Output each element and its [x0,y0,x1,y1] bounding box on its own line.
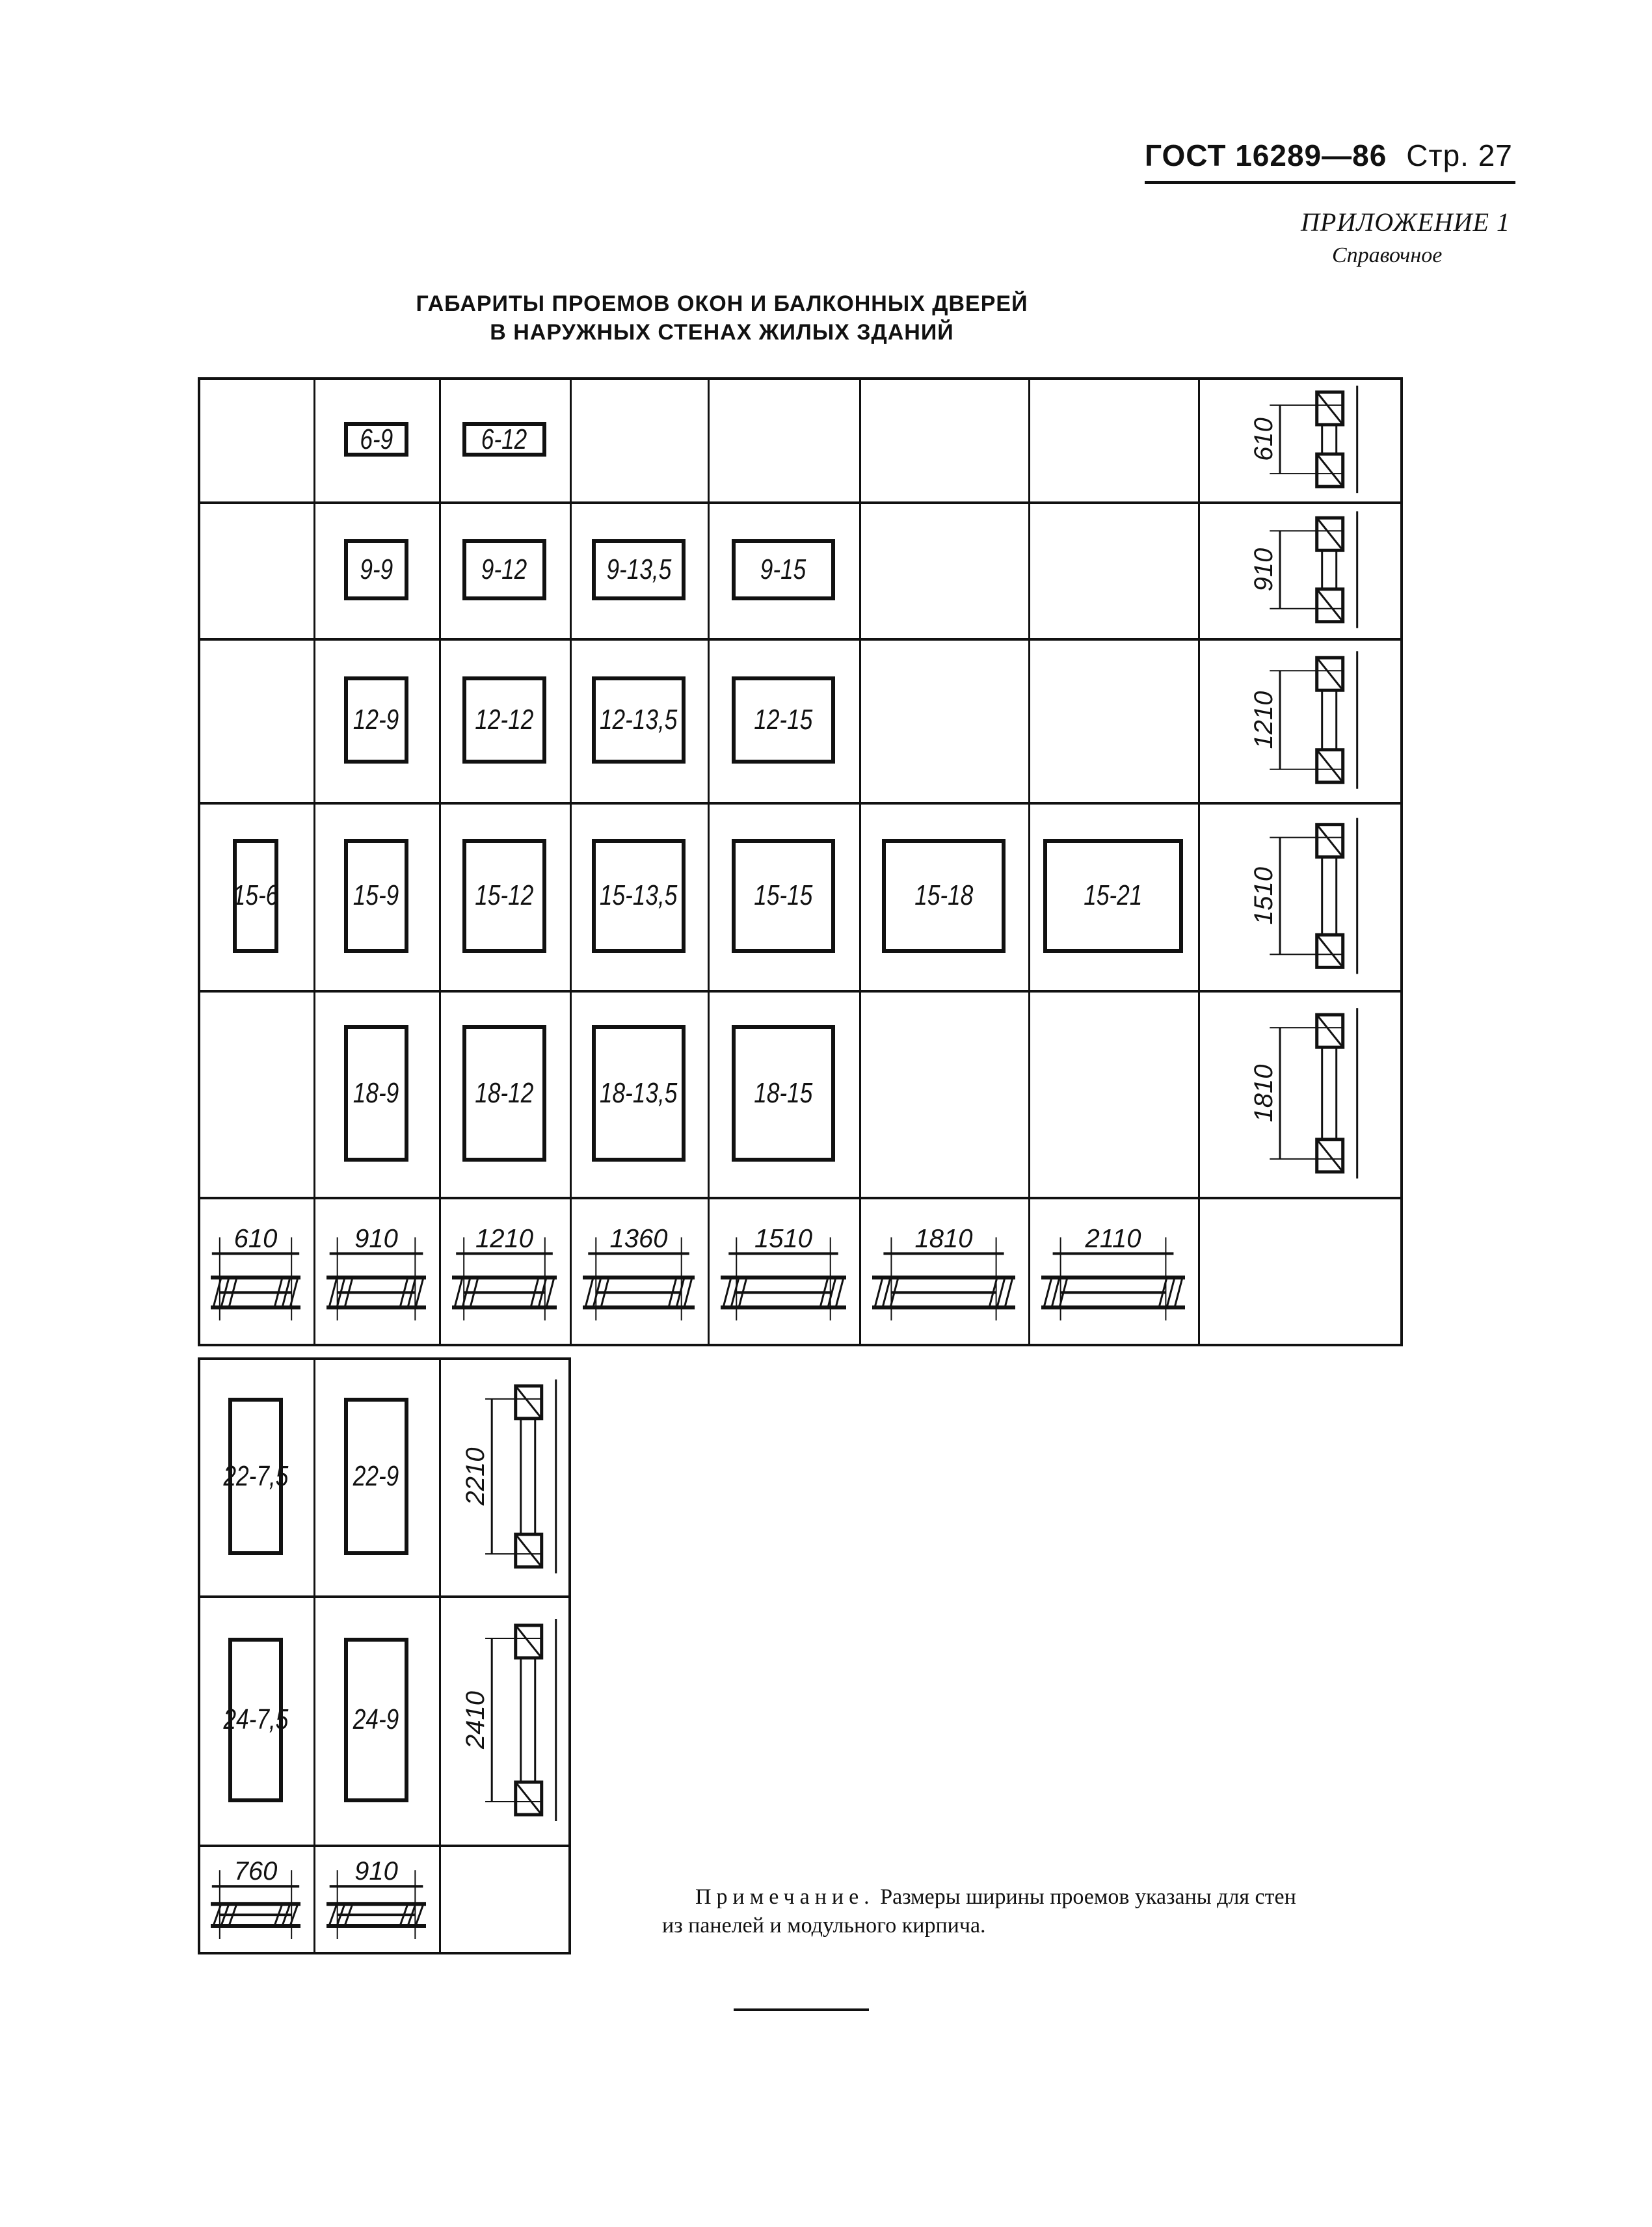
window-label: 6-9 [360,423,393,455]
window-opening-15-6 [233,839,278,953]
window-opening-15-15 [732,839,836,953]
window-opening-22-7_5 [223,1398,288,1555]
hatch [883,1277,890,1307]
vertical-section-drawing [1198,802,1403,990]
window-opening-24-7_5 [223,1638,288,1802]
window-opening-9-15 [732,539,836,600]
title-line-2: В НАРУЖНЫХ СТЕНАХ ЖИЛЫХ ЗДАНИЙ [490,320,954,345]
window-opening-9-9 [344,539,408,600]
window-opening-12-15 [732,676,836,764]
window-opening-9-13_5 [592,539,686,600]
vertical-section-drawing [1198,638,1403,802]
window-label: 18-15 [754,1076,813,1109]
window-opening-18-13_5 [592,1025,686,1162]
hatch [875,1277,883,1307]
window-opening-15-21 [1043,839,1182,953]
hatch [723,1277,731,1307]
window-label: 15-18 [914,879,974,912]
window-opening-9-12 [462,539,547,600]
hatch [516,1534,542,1567]
hatch [1317,935,1343,967]
page-header [1145,138,1513,173]
window-label: 15-21 [1084,879,1143,912]
window-opening-18-12 [462,1025,547,1162]
horizontal-section-drawing [1028,1197,1198,1346]
hatch [1317,392,1343,425]
window-label: 9-13,5 [606,553,671,585]
width-dimension: 1360 [609,1224,668,1253]
height-dimension: 1510 [1249,867,1278,925]
horizontal-section-drawing [198,1845,313,1954]
horizontal-section-drawing [439,1197,570,1346]
hatch [516,1386,542,1419]
hatch [416,1904,423,1926]
hatch [516,1625,542,1658]
window-label: 18-9 [353,1076,399,1109]
window-label: 18-13,5 [600,1076,678,1109]
hatch [329,1904,337,1926]
window-label: 12-9 [353,703,399,736]
window-opening-24-9 [344,1638,408,1802]
hatch [1317,518,1343,550]
width-dimension: 2110 [1085,1224,1141,1253]
hatch [1317,1015,1343,1047]
vertical-section-drawing [1198,990,1403,1197]
window-opening-15-12 [462,839,547,953]
horizontal-section-drawing [570,1197,708,1346]
horizontal-section-drawing [313,1197,439,1346]
width-dimension: 1210 [475,1224,533,1253]
header-rule [1145,181,1515,184]
width-dimension: 760 [233,1857,278,1886]
window-label: 24-7,5 [223,1703,288,1736]
hatch [516,1782,542,1815]
page-number: Стр. 27 [1406,139,1513,172]
window-opening-18-9 [344,1025,408,1162]
hatch [416,1277,423,1307]
hatch [1052,1277,1059,1307]
width-dimension: 1810 [914,1224,973,1253]
hatch [1317,1140,1343,1172]
hatch [1317,825,1343,857]
window-label: 12-12 [475,703,534,736]
window-label: 24-9 [353,1703,399,1736]
window-label: 22-9 [353,1460,399,1492]
hatch [1317,658,1343,690]
window-label: 22-7,5 [223,1460,288,1492]
width-dimension: 910 [354,1224,398,1253]
width-dimension: 610 [233,1224,278,1253]
width-dimension: 1510 [754,1224,812,1253]
height-dimension: 910 [1249,548,1278,592]
hatch [1317,454,1343,487]
height-dimension: 2410 [461,1691,490,1749]
note-text: Размеры ширины проемов указаны для стен из панелей и модульного кирпича. [662,1885,1296,1938]
window-label: 9-15 [760,553,806,585]
window-opening-15-9 [344,839,408,953]
window-label: 15-12 [475,879,534,912]
hatch [455,1277,462,1307]
hatch [1175,1277,1182,1307]
hatch [1317,750,1343,782]
vertical-section-drawing [1198,501,1403,638]
appendix-label: ПРИЛОЖЕНИЕ 1 [1301,207,1510,237]
height-dimension: 2210 [461,1447,490,1506]
window-label: 15-6 [232,879,279,912]
window-opening-18-15 [732,1025,836,1162]
hatch [1044,1277,1052,1307]
window-label: 9-9 [360,553,393,585]
window-opening-6-12 [462,422,547,457]
window-label: 6-12 [481,423,527,455]
hatch [997,1277,1005,1307]
horizontal-section-drawing [859,1197,1028,1346]
horizontal-section-drawing [708,1197,859,1346]
window-label: 12-13,5 [600,703,678,736]
height-dimension: 610 [1249,418,1278,461]
note [662,1883,1319,1940]
vertical-section-drawing [1198,377,1403,501]
hatch [585,1277,593,1307]
window-label: 15-13,5 [600,879,678,912]
note-label: Примечание. [695,1885,875,1909]
vertical-section-drawing [439,1595,571,1845]
window-label: 18-12 [475,1076,534,1109]
window-label: 9-12 [481,553,527,585]
horizontal-section-drawing [313,1845,439,1954]
hatch [329,1277,337,1307]
hatch [684,1277,692,1307]
horizontal-section-drawing [198,1197,313,1346]
end-rule [734,2008,869,2011]
hatch [1317,589,1343,622]
hatch [836,1277,844,1307]
window-opening-12-12 [462,676,547,764]
height-dimension: 1210 [1249,691,1278,749]
height-dimension: 1810 [1249,1064,1278,1123]
window-label: 12-15 [754,703,813,736]
vertical-section-drawing [439,1357,571,1595]
hatch [546,1277,554,1307]
window-opening-6-9 [344,422,408,457]
window-opening-15-18 [882,839,1006,953]
appendix-type: Справочное [1332,243,1443,267]
window-opening-12-13_5 [592,676,686,764]
window-opening-22-9 [344,1398,408,1555]
title-line-1: ГАБАРИТЫ ПРОЕМОВ ОКОН И БАЛКОННЫХ ДВЕРЕЙ [416,291,1028,316]
hatch [1167,1277,1175,1307]
width-dimension: 910 [354,1857,398,1886]
window-opening-12-9 [344,676,408,764]
window-opening-15-13_5 [592,839,686,953]
hatch [1005,1277,1013,1307]
standard-number: ГОСТ 16289—86 [1145,139,1387,172]
window-label: 15-9 [353,879,399,912]
window-label: 15-15 [754,879,813,912]
